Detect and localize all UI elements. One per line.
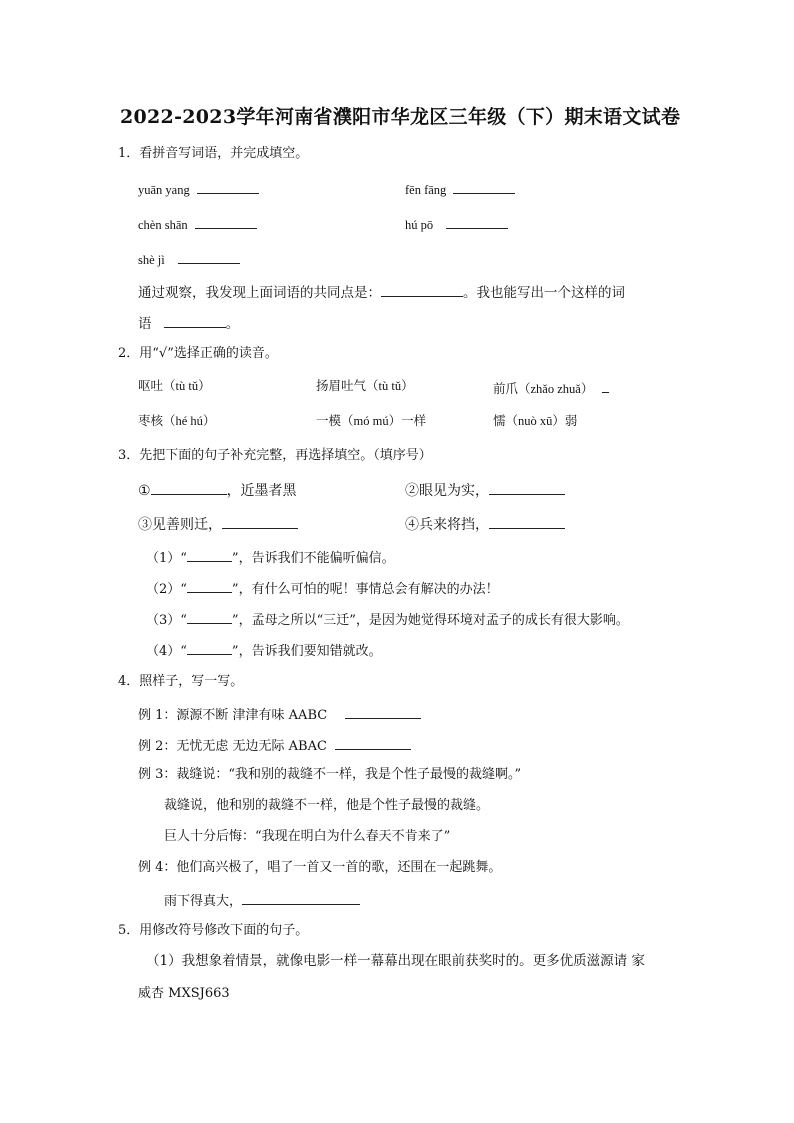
example-3: 例 3：裁缝说：“我和别的裁缝不一样，我是个性子最慢的裁缝啊。” — [138, 767, 522, 782]
answer-blank[interactable] — [178, 251, 240, 264]
proverb-text: ③见善则迁， — [138, 517, 222, 533]
sub-question-text: ”，有什么可怕的呢！事情总会有解决的办法！ — [231, 582, 499, 597]
observation-text-2: 。我也能写出一个这样的词 — [463, 285, 625, 301]
proverb-text: ④兵来将挡， — [405, 517, 489, 533]
proverb-number: ① — [138, 483, 151, 499]
sub-question-4 — [146, 642, 382, 658]
answer-blank[interactable] — [489, 516, 565, 529]
reading-choice-1[interactable]: 呕吐（tù tǔ） — [138, 379, 211, 393]
sub-question-prefix: （3）“ — [146, 613, 187, 628]
sub-question-text: ”，告诉我们不能偏听偏信。 — [231, 551, 395, 566]
answer-blank[interactable] — [151, 482, 227, 495]
pinyin-text: shè jì — [138, 253, 165, 267]
answer-blank[interactable] — [187, 580, 232, 593]
proverb-3 — [138, 516, 298, 532]
question-3-stem: 3．先把下面的句子补充完整，再选择填空。（填序号） — [118, 448, 432, 463]
proverb-4 — [405, 516, 565, 532]
sub-question-1 — [146, 549, 395, 565]
revise-sentence-1: （1）我想象着情景，就像电影一样一幕幕出现在眼前获奖时的。更多优质滋源请 家 — [146, 953, 645, 969]
sub-question-prefix: （1）“ — [146, 551, 187, 566]
pinyin-item-3 — [138, 216, 257, 232]
pinyin-item-5 — [138, 251, 240, 267]
answer-blank[interactable] — [197, 181, 259, 194]
example-text: 例 1：源源不断 津津有味 AABC — [138, 708, 328, 723]
answer-blank[interactable] — [446, 216, 508, 229]
observation-line-1 — [138, 284, 625, 301]
observation-line-2 — [138, 315, 239, 332]
pinyin-item-4 — [405, 216, 508, 232]
reading-choice-text: 前爪（zhǎo zhuǎ） — [493, 382, 594, 396]
reading-choice-6[interactable]: 懦（nuò xū）弱 — [493, 414, 578, 428]
proverb-2 — [405, 482, 565, 498]
sub-question-prefix: （2）“ — [146, 582, 187, 597]
example-3-task: 巨人十分后悔：“我现在明白为什么春天不肯来了” — [164, 829, 451, 844]
reading-choice-5[interactable]: 一模（mó mú）一样 — [316, 414, 427, 428]
answer-blank[interactable] — [381, 284, 463, 297]
answer-blank[interactable] — [602, 380, 609, 393]
proverb-1 — [138, 482, 297, 498]
observation-text: 通过观察，我发现上面词语的共同点是： — [138, 285, 381, 301]
pinyin-item-1 — [138, 181, 259, 197]
answer-blank[interactable] — [195, 216, 257, 229]
example-text: 例 2：无忧无虑 无边无际 ABAC — [138, 739, 327, 754]
answer-blank[interactable] — [164, 315, 226, 328]
pinyin-text: hú pō — [405, 218, 434, 232]
answer-blank[interactable] — [187, 642, 232, 655]
pinyin-item-2 — [405, 181, 515, 197]
sub-question-text: ”，孟母之所以“三迁”，是因为她觉得环境对孟子的成长有很大影响。 — [231, 613, 629, 628]
sub-question-prefix: （4）“ — [146, 644, 187, 659]
question-2-stem: 2．用“√”选择正确的读音。 — [118, 346, 278, 361]
example-1 — [138, 706, 421, 722]
pinyin-text: yuān yang — [138, 183, 190, 197]
answer-blank[interactable] — [222, 516, 298, 529]
revise-sentence-1-cont: 威杏 MXSJ663 — [138, 986, 230, 1001]
pinyin-text: fēn fāng — [405, 183, 447, 197]
question-4-stem: 4．照样子，写一写。 — [118, 674, 244, 689]
question-1-stem: 1．看拼音写词语，并完成填空。 — [118, 146, 309, 161]
proverb-text: ②眼见为实， — [405, 483, 489, 499]
reading-choice-3[interactable] — [493, 380, 609, 396]
answer-blank[interactable] — [453, 181, 515, 194]
answer-blank[interactable] — [187, 611, 232, 624]
sub-question-3 — [146, 611, 629, 627]
sub-question-2 — [146, 580, 499, 596]
example-2 — [138, 737, 411, 753]
observation-text-3: 语 — [138, 316, 152, 332]
pinyin-text: chèn shān — [138, 218, 188, 232]
answer-blank[interactable] — [242, 892, 360, 905]
exam-title: 2022-2023学年河南省濮阳市华龙区三年级（下）期末语文试卷 — [120, 106, 681, 128]
question-5-stem: 5．用修改符号修改下面的句子。 — [118, 923, 309, 938]
reading-choice-4[interactable]: 枣核（hé hú） — [138, 414, 216, 428]
answer-blank[interactable] — [335, 737, 411, 750]
answer-blank[interactable] — [345, 706, 421, 719]
example-3-converted: 裁缝说，他和别的裁缝不一样，他是个性子最慢的裁缝。 — [164, 798, 490, 813]
answer-blank[interactable] — [489, 482, 565, 495]
example-4-task — [164, 892, 360, 908]
example-text: 雨下得真大， — [164, 894, 243, 909]
answer-blank[interactable] — [187, 549, 232, 562]
proverb-text: ，近墨者黑 — [226, 483, 297, 499]
sub-question-text: ”，告诉我们要知错就改。 — [231, 644, 382, 659]
reading-choice-2[interactable]: 扬眉吐气（tù tǔ） — [316, 379, 414, 393]
example-4: 例 4：他们高兴极了，唱了一首又一首的歌，还围在一起跳舞。 — [138, 860, 502, 875]
observation-text-4: 。 — [225, 316, 240, 332]
